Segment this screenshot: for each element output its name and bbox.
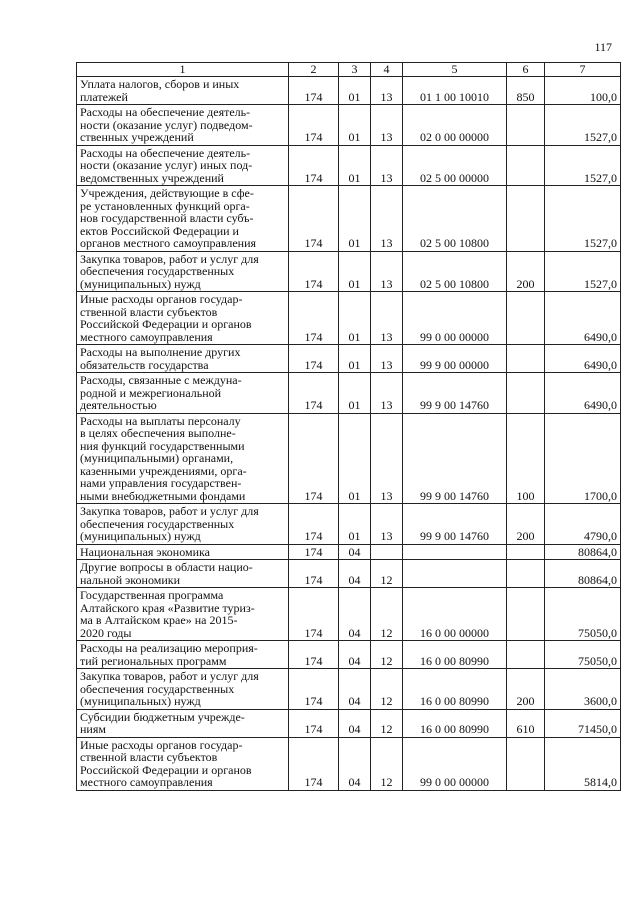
row-col5-cell: 16 0 00 80990 [403, 669, 507, 710]
table-row [77, 709, 621, 737]
row-col4-cell: 12 [371, 709, 403, 737]
row-col3-cell: 01 [339, 373, 371, 414]
row-col7-cell: 3600,0 [545, 669, 621, 710]
row-col5-cell: 99 9 00 14760 [403, 413, 507, 504]
row-col7-cell: 5814,0 [545, 737, 621, 790]
header-row [77, 63, 621, 77]
row-col3-cell: 01 [339, 77, 371, 105]
table-row [77, 560, 621, 588]
table-row [77, 292, 621, 345]
row-col2-cell: 174 [289, 560, 339, 588]
row-col2-cell: 174 [289, 77, 339, 105]
row-col6-cell: 610 [507, 709, 545, 737]
row-col6-cell: 200 [507, 669, 545, 710]
row-col2-cell: 174 [289, 709, 339, 737]
row-col3-cell: 04 [339, 588, 371, 641]
row-name-cell: Расходы на выплаты персоналу в целях обеспечения выполне- ния функций государственными (муниципальными) органами, казенными учреждениями, орга- нами управления государствен- ными внебюджетными фондами [77, 413, 289, 504]
row-col7-cell: 1527,0 [545, 251, 621, 292]
row-name-cell: Государственная программа Алтайского края «Развитие туриз- ма в Алтайском крае» на 2015- 2020 годы [77, 588, 289, 641]
table-body [77, 63, 621, 791]
row-col6-cell [507, 105, 545, 146]
row-col6-cell [507, 737, 545, 790]
row-name-cell: Расходы на обеспечение деятель- ности (оказание услуг) иных под- ведомственных учреждений [77, 145, 289, 186]
row-col4-cell: 12 [371, 641, 403, 669]
row-col4-cell: 13 [371, 504, 403, 545]
row-col5-cell: 99 0 00 00000 [403, 292, 507, 345]
row-col6-cell [507, 544, 545, 560]
row-name-cell: Расходы на обеспечение деятель- ности (оказание услуг) подведом- ственных учреждений [77, 105, 289, 146]
row-col5-cell: 02 5 00 00000 [403, 145, 507, 186]
row-name-cell: Уплата налогов, сборов и иных платежей [77, 77, 289, 105]
table-row [77, 145, 621, 186]
row-col4-cell: 12 [371, 588, 403, 641]
row-col5-cell: 02 0 00 00000 [403, 105, 507, 146]
row-col5-cell: 16 0 00 00000 [403, 588, 507, 641]
row-col4-cell: 13 [371, 186, 403, 252]
row-col7-cell: 100,0 [545, 77, 621, 105]
row-col3-cell: 01 [339, 186, 371, 252]
row-col4-cell: 12 [371, 737, 403, 790]
row-col4-cell: 13 [371, 413, 403, 504]
table-row [77, 641, 621, 669]
row-col6-cell [507, 145, 545, 186]
row-col5-cell [403, 560, 507, 588]
row-name-cell: Национальная экономика [77, 544, 289, 560]
table-row [77, 373, 621, 414]
row-col6-cell: 200 [507, 504, 545, 545]
row-col4-cell: 13 [371, 345, 403, 373]
row-col5-cell: 99 9 00 14760 [403, 373, 507, 414]
row-name-cell: Расходы на выполнение других обязательств государства [77, 345, 289, 373]
table-row [77, 504, 621, 545]
table-row [77, 105, 621, 146]
row-name-cell: Закупка товаров, работ и услуг для обеспечения государственных (муниципальных) нужд [77, 504, 289, 545]
header-cell: 1 [77, 63, 289, 77]
row-col2-cell: 174 [289, 544, 339, 560]
row-col6-cell [507, 588, 545, 641]
row-col7-cell: 6490,0 [545, 373, 621, 414]
row-col2-cell: 174 [289, 345, 339, 373]
row-col3-cell: 04 [339, 544, 371, 560]
row-col3-cell: 04 [339, 560, 371, 588]
row-col2-cell: 174 [289, 641, 339, 669]
row-col3-cell: 04 [339, 709, 371, 737]
table-row [77, 669, 621, 710]
row-col5-cell: 99 9 00 14760 [403, 504, 507, 545]
row-col2-cell: 174 [289, 669, 339, 710]
row-col7-cell: 1527,0 [545, 145, 621, 186]
row-name-cell: Субсидии бюджетным учрежде- ниям [77, 709, 289, 737]
row-col3-cell: 01 [339, 345, 371, 373]
header-cell: 3 [339, 63, 371, 77]
row-col7-cell: 75050,0 [545, 588, 621, 641]
row-col6-cell [507, 345, 545, 373]
row-col3-cell: 01 [339, 292, 371, 345]
row-col7-cell: 75050,0 [545, 641, 621, 669]
row-col2-cell: 174 [289, 251, 339, 292]
row-col4-cell [371, 544, 403, 560]
row-col3-cell: 04 [339, 737, 371, 790]
row-col3-cell: 04 [339, 669, 371, 710]
row-col3-cell: 01 [339, 413, 371, 504]
row-col2-cell: 174 [289, 413, 339, 504]
row-col6-cell: 200 [507, 251, 545, 292]
table-row [77, 737, 621, 790]
row-col7-cell: 1527,0 [545, 105, 621, 146]
row-col7-cell: 6490,0 [545, 292, 621, 345]
row-name-cell: Расходы на реализацию мероприя- тий региональных программ [77, 641, 289, 669]
row-col7-cell: 1527,0 [545, 186, 621, 252]
row-col5-cell [403, 544, 507, 560]
table-row [77, 345, 621, 373]
row-col4-cell: 12 [371, 560, 403, 588]
row-col6-cell [507, 186, 545, 252]
row-col4-cell: 13 [371, 292, 403, 345]
row-name-cell: Иные расходы органов государ- ственной власти субъектов Российской Федерации и органов местного самоуправления [77, 292, 289, 345]
row-col4-cell: 13 [371, 145, 403, 186]
row-name-cell: Другие вопросы в области нацио- нальной экономики [77, 560, 289, 588]
row-col3-cell: 01 [339, 145, 371, 186]
row-name-cell: Учреждения, действующие в сфе- ре установленных функций орга- нов государственной власти субъ- ектов Российской Федерации и органов местного самоуправления [77, 186, 289, 252]
budget-table [76, 62, 621, 791]
row-col3-cell: 01 [339, 251, 371, 292]
row-col2-cell: 174 [289, 186, 339, 252]
row-col7-cell: 80864,0 [545, 560, 621, 588]
row-col4-cell: 13 [371, 373, 403, 414]
row-col2-cell: 174 [289, 504, 339, 545]
header-cell: 4 [371, 63, 403, 77]
table-row [77, 251, 621, 292]
row-col6-cell [507, 641, 545, 669]
row-col7-cell: 80864,0 [545, 544, 621, 560]
row-col6-cell [507, 292, 545, 345]
table-row [77, 77, 621, 105]
row-col2-cell: 174 [289, 373, 339, 414]
row-col5-cell: 16 0 00 80990 [403, 641, 507, 669]
row-col6-cell: 850 [507, 77, 545, 105]
row-col7-cell: 4790,0 [545, 504, 621, 545]
row-name-cell: Закупка товаров, работ и услуг для обеспечения государственных (муниципальных) нужд [77, 251, 289, 292]
row-col7-cell: 71450,0 [545, 709, 621, 737]
row-col6-cell: 100 [507, 413, 545, 504]
table-row [77, 413, 621, 504]
row-col7-cell: 6490,0 [545, 345, 621, 373]
row-name-cell: Иные расходы органов государ- ственной власти субъектов Российской Федерации и органов местного самоуправления [77, 737, 289, 790]
header-cell: 2 [289, 63, 339, 77]
row-col2-cell: 174 [289, 588, 339, 641]
header-cell: 5 [403, 63, 507, 77]
row-col3-cell: 01 [339, 105, 371, 146]
row-col2-cell: 174 [289, 145, 339, 186]
row-col5-cell: 16 0 00 80990 [403, 709, 507, 737]
row-col5-cell: 02 5 00 10800 [403, 186, 507, 252]
header-cell: 6 [507, 63, 545, 77]
row-col2-cell: 174 [289, 105, 339, 146]
row-col5-cell: 01 1 00 10010 [403, 77, 507, 105]
row-col2-cell: 174 [289, 737, 339, 790]
row-col4-cell: 12 [371, 669, 403, 710]
table-row [77, 544, 621, 560]
row-col2-cell: 174 [289, 292, 339, 345]
table-row [77, 588, 621, 641]
row-col7-cell: 1700,0 [545, 413, 621, 504]
row-col5-cell: 02 5 00 10800 [403, 251, 507, 292]
row-col5-cell: 99 9 00 00000 [403, 345, 507, 373]
row-col5-cell: 99 0 00 00000 [403, 737, 507, 790]
table-row [77, 186, 621, 252]
row-col6-cell [507, 373, 545, 414]
row-col4-cell: 13 [371, 251, 403, 292]
row-col4-cell: 13 [371, 77, 403, 105]
row-name-cell: Закупка товаров, работ и услуг для обеспечения государственных (муниципальных) нужд [77, 669, 289, 710]
row-col3-cell: 04 [339, 641, 371, 669]
row-col3-cell: 01 [339, 504, 371, 545]
row-col6-cell [507, 560, 545, 588]
page-number: 117 [594, 40, 612, 54]
row-col4-cell: 13 [371, 105, 403, 146]
row-name-cell: Расходы, связанные с междуна- родной и межрегиональной деятельностью [77, 373, 289, 414]
header-cell: 7 [545, 63, 621, 77]
